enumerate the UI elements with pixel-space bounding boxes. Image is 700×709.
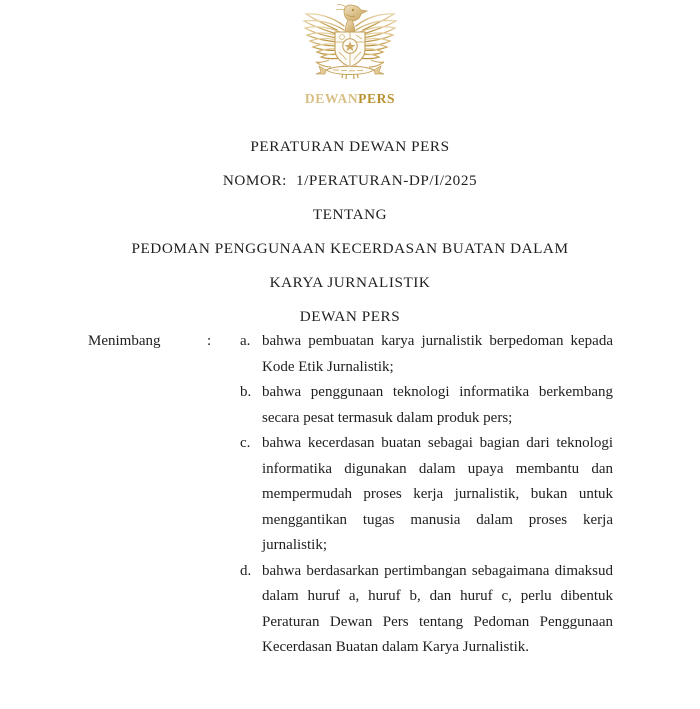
list-item-text: bahwa berdasarkan pertimbangan sebagaimana dimaksud dalam huruf a, huruf b, dan huruf c, perlu dibentuk Peraturan Dewan Pers tentang Pedoman Penggunaan Kecerdasan Buatan dalam Karya Jurnalistik. xyxy=(262,562,613,655)
considerans-section xyxy=(0,329,700,661)
heading-tentang: TENTANG xyxy=(312,206,388,223)
heading-nomor xyxy=(0,164,700,198)
list-item-text: bahwa penggunaan teknologi informatika berkembang secara pesat termasuk dalam produk pers; xyxy=(262,384,613,426)
list-item xyxy=(240,380,613,431)
list-item xyxy=(240,329,613,380)
list-item-text: bahwa pembuatan karya jurnalistik berpedoman kepada Kode Etik Jurnalistik; xyxy=(262,333,613,375)
list-item-text: bahwa kecerdasan buatan sebagai bagian dari teknologi informatika digunakan dalam upaya membantu dan mempermudah proses kerja jurnalistik, bukan untuk menggantikan tugas manusia dalam proses kerja jurnalistik; xyxy=(262,435,613,553)
issuer-dewan-pers: DEWAN PERS xyxy=(299,308,401,325)
subject-line-2: KARYA JURNALISTIK xyxy=(269,274,431,291)
list-item-marker: b. xyxy=(240,384,252,400)
dewan-pers-wordmark xyxy=(0,91,700,106)
menimbang-label: Menimbang xyxy=(88,333,161,349)
list-item-marker: a. xyxy=(240,333,251,349)
list-item xyxy=(240,431,613,559)
letterhead xyxy=(0,2,700,106)
considerans-row xyxy=(0,329,700,661)
menimbang-separator: : xyxy=(207,333,212,349)
nomor-label: NOMOR: xyxy=(222,172,287,189)
list-item-marker: c. xyxy=(240,435,251,451)
subject-line-1: PEDOMAN PENGGUNAAN KECERDASAN BUATAN DALAM xyxy=(131,240,569,257)
heading-peraturan: PERATURAN DEWAN PERS xyxy=(250,138,450,155)
nomor-value: 1/PERATURAN-DP/I/2025 xyxy=(295,172,478,189)
wordmark-pers: PERS xyxy=(358,91,396,106)
list-item xyxy=(240,559,613,661)
garuda-pancasila-emblem xyxy=(294,2,406,90)
wordmark-dewan: DEWAN xyxy=(304,91,359,106)
title-block xyxy=(0,130,700,334)
list-item-marker: d. xyxy=(240,562,252,579)
considerans-list xyxy=(240,329,613,661)
